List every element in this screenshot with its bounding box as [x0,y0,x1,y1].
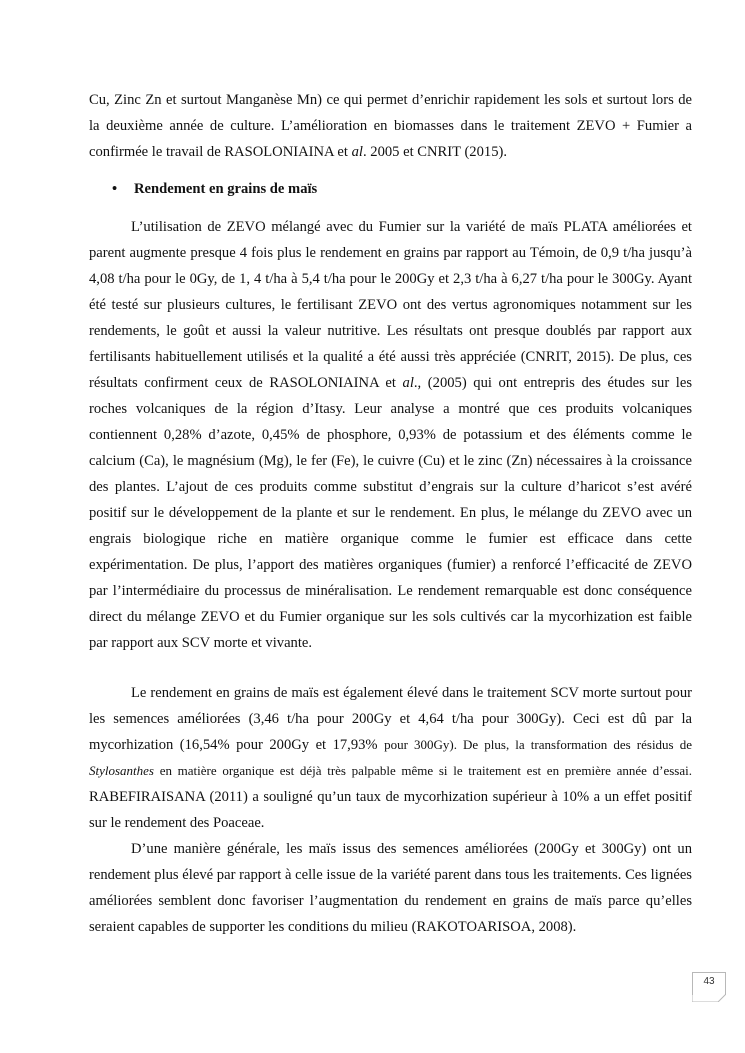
paragraph-4-text: D’une manière générale, les maïs issus des semences améliorées (200Gy et 300Gy) ont un rendement plus élevé par rapport à celle issue de la variété parent dans tous les traitements. Ces lignées améliorées semblent donc favoriser l’augmentation du rendement en grains de maïs parce qu’elles seraient capables de supporter les conditions du milieu (RAKOTOARISOA, 2008). [89,841,692,935]
paragraph-1 [89,87,692,165]
page-number: 43 [692,972,726,995]
paragraph-2-italic: al [402,375,414,391]
paragraph-3-text-b: RABEFIRAISANA (2011) a souligné qu’un taux de mycorhization supérieur à 10% a un effet positif sur le rendement des Poaceae. [89,789,692,831]
paragraph-2-text-b: ., (2005) qui ont entrepris des études sur les roches volcaniques de la région d’Itasy. Leur analyse a montré que ces produits volcaniques contiennent 0,28% d’azote, 0,45% de phosphore, 0,93% de potassium et des éléments comme le calcium (Ca), le magnésium (Mg), le fer (Fe), le cuivre (Cu) et le zinc (Zn) nécessaires à la croissance des plantes. L’ajout de ces produits comme substitut d’engrais sur la culture d’haricot s’est avéré positif sur le développement de la plante et sur le rendement. En plus, le mélange du ZEVO avec un engrais biologique riche en matière organique comme le fumier est efficace dans cette expérimentation. De plus, l’apport des matières organiques (fumier) a renforcé l’efficacité de ZEVO par l’intermédiaire du processus de minéralisation. Le rendement remarquable est donc conséquence direct du mélange ZEVO et du Fumier organique sur les sols cultivés car la mycorhization est faible par rapport aux SCV morte et vivante. [89,375,693,651]
paragraph-4 [89,836,692,940]
paragraph-2 [89,214,692,656]
paragraph-2-text-a: L’utilisation de ZEVO mélangé avec du Fumier sur la variété de maïs PLATA améliorées et parent augmente presque 4 fois plus le rendement en grains par rapport au Témoin, de 0,9 t/ha jusqu’à 4,08 t/ha pour le 0Gy, de 1, 4 t/ha à 5,4 t/ha pour le 200Gy et 2,3 t/ha à 6,27 t/ha pour le 300Gy. Ayant été testé sur plusieurs cultures, le fertilisant ZEVO ont des vertus agronomiques notamment sur les rendements, le goût et aussi la valeur nutritive. Les résultats ont presque doublés par rapport aux fertilisants habituellement utilisés et la qualité a été aussi très appréciée (CNRIT, 2015). De plus, ces résultats confirment ceux de RASOLONIAINA et [89,219,692,391]
paragraph-3 [89,680,692,836]
paragraph-1-text: Cu, Zinc Zn et surtout Manganèse Mn) ce qui permet d’enrichir rapidement les sols et surtout lors de la deuxième année de culture. L’amélioration en biomasses dans le traitement ZEVO + Fumier a confirmée le travail de RASOLONIAINA et [89,92,692,160]
section-heading-text: Rendement en grains de maïs [134,181,318,197]
paragraph-3-small-text-2: en matière organique est déjà très palpable même si le traitement est en première année d’essai. [154,763,692,778]
paragraph-3-italic: Stylosanthes [89,763,154,778]
paragraph-1-tail: . 2005 et CNRIT (2015). [362,144,508,160]
paragraph-3-small-text: pour 300Gy). De plus, la transformation des résidus de [384,737,692,752]
paragraph-1-italic: al [351,144,363,160]
section-heading [112,176,317,202]
bullet-icon: • [112,181,118,197]
paragraph-3-text-a: Le rendement en grains de maïs est également élevé dans le traitement SCV morte surtout pour les semences améliorées (3,46 t/ha pour 200Gy et 4,64 t/ha pour 300Gy). Ceci est dû par la mycorhization (16,54% pour 200Gy et 17,93% [89,685,692,753]
page-curl-icon [692,994,726,1002]
